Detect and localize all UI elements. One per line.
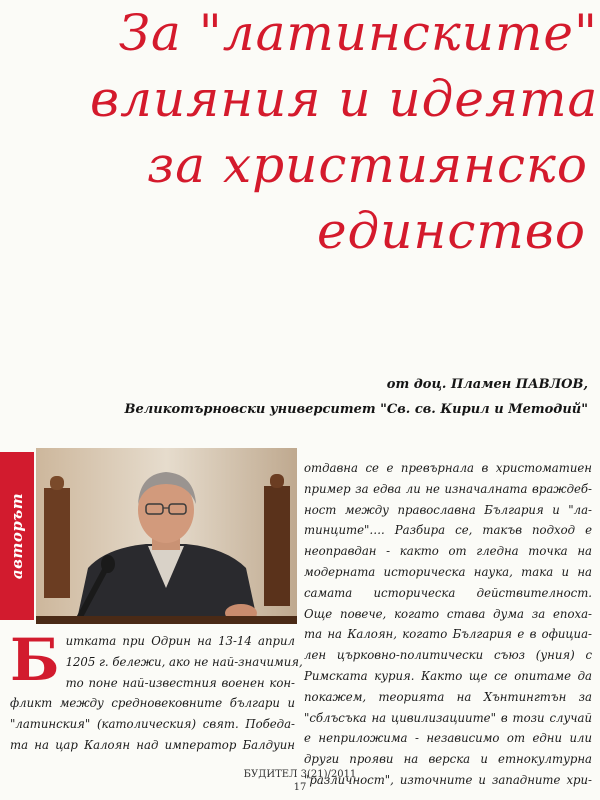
text-line: 1205 г. бележи, ако не най-значимия,: [65, 654, 303, 669]
text-line: тинците"…. Разбира се, такъв подход е: [304, 523, 592, 538]
author-name: от доц. Пламен ПАВЛОВ,: [386, 377, 588, 392]
text-line: фликт между средновековните българи и: [10, 696, 295, 711]
article-title: [90, 0, 600, 264]
text-line: та на цар Калоян над император Балдуин: [10, 737, 295, 752]
side-tag-label: авторът: [8, 492, 26, 580]
text-line: "различност", източните и западните хри-: [304, 772, 592, 787]
text-line: модерната историческа наука, така и на: [304, 564, 592, 579]
author-side-tag: [0, 452, 34, 620]
text-line: лен църковно-политически съюз (уния) с: [304, 648, 592, 663]
page-footer: [0, 768, 600, 794]
author-photo: [36, 448, 297, 624]
title-line-2: влияния и идеята: [90, 70, 599, 128]
title-line-3: за християнско: [146, 136, 588, 194]
text-line: ност между православна България и "ла-: [304, 502, 592, 517]
text-line: Още повече, когато става дума за епоха-: [304, 606, 592, 621]
text-line: то поне най-известния военен кон-: [65, 675, 295, 690]
text-line: та на Калоян, когато България е в официа-: [304, 627, 592, 642]
title-line-4: единство: [316, 202, 586, 260]
text-line: е неприложима - независимо от едни или: [304, 731, 592, 746]
text-line: "сблъсъка на цивилизациите" в този случай: [304, 710, 592, 725]
text-line: "латинския" (католическия) свят. Побeда-: [10, 717, 295, 732]
text-line: итката при Одрин на 13-14 април: [65, 634, 295, 648]
text-line: отдавна се е превърнала в христоматиен: [304, 461, 592, 475]
byline: [125, 372, 589, 422]
journal-issue: БУДИТЕЛ 3(21)/2011: [243, 769, 357, 780]
text-line: други прояви на верска и етнокултурна: [304, 752, 592, 767]
article-column-left: [10, 626, 303, 756]
drop-cap: Б: [10, 626, 60, 694]
text-line: пример за едва ли не изначалната враждеб-: [304, 481, 592, 496]
page-number: 17: [293, 782, 307, 793]
article-column-right: [304, 458, 592, 791]
text-line: самата историческа действителност.: [304, 585, 592, 600]
title-line-1: За "латинските": [118, 4, 598, 62]
text-line: Римската курия. Както ще се опитаме да: [304, 668, 592, 683]
text-line: покажем, теорията на Хънтингтън за: [304, 689, 592, 704]
author-portrait-image: [36, 448, 297, 624]
author-affiliation: Великотърновски университет "Св. св. Кирил и Методий": [124, 402, 588, 417]
text-line: неоправдан - както от гледна точка на: [304, 544, 592, 559]
